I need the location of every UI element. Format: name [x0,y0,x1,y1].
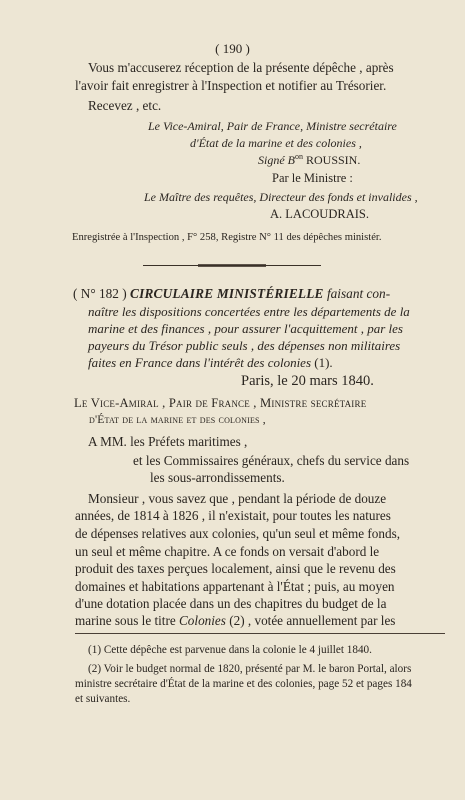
circular-subject [88,356,333,369]
body-line: domaines et habitations appartenant à l'État ; puis, au moyen [75,579,395,594]
circular-heading [73,287,390,300]
signe-sup: on [295,152,303,161]
body-text: marine sous le titre [75,613,180,628]
address-line: A MM. les Préfets maritimes , [88,434,248,449]
body-line: produit des taxes perçues localement, ainsi que le revenu des [75,561,396,576]
body-line: années, de 1814 à 1826 , il n'existait, pour toutes les natures [75,508,391,523]
signatory-name: A. LACOUDRAIS. [270,207,369,221]
footnote: (1) Cette dépêche est parvenue dans la colonie le 4 juillet 1840. [88,644,372,656]
registration-note: Enregistrée à l'Inspection , F° 258, Registre N° 11 des dépêches ministér. [72,232,382,243]
circular-number: ( N° 182 ) [73,286,127,301]
footnote-rule [75,633,445,634]
body-line: un seul et même chapitre. A ce fonds on versait d'abord le [75,544,380,559]
paragraph-line: l'avoir fait enregistrer à l'Inspection et notifier au Trésorier. [75,78,387,93]
footnote: (2) Voir le budget normal de 1820, présenté par M. le baron Portal, alors [88,663,412,675]
body-line: Monsieur , vous savez que , pendant la période de douze [88,491,387,506]
page-number: ( 190 ) [215,41,250,56]
dateline: Paris, le 20 mars 1840. [241,373,374,389]
signe-prefix: Signé B [258,153,295,167]
ornamental-divider [143,264,321,267]
par-le-ministre: Par le Ministre : [272,171,353,185]
circular-title: CIRCULAIRE MINISTÉRIELLE [130,286,324,301]
minister-title: Le Vice-Amiral , Pair de France , Ministre secrétaire [74,396,367,410]
signatory-title: Le Maître des requêtes, Directeur des fonds et invalides , [144,190,418,204]
closing-formula: Recevez , etc. [88,98,162,113]
circular-subject-end: faites en France dans l'intérêt des colonies [88,355,312,370]
body-line [75,614,395,627]
address-line: et les Commissaires généraux, chefs du service dans [133,453,410,468]
signe-name: ROUSSIN. [303,153,361,167]
footnote: ministre secrétaire d'État de la marine et des colonies, page 52 et pages 184 [75,678,412,690]
body-text: (2) , votée annuellement par les [225,613,396,628]
body-line: de dépenses relatives aux colonies, qu'un seul et même fonds, [75,526,401,541]
circular-subject: faisant con- [326,286,391,301]
circular-subject: naître les dispositions concertées entre les départements de la [88,304,410,319]
body-line: d'une dotation placée dans un des chapitres du budget de la [75,596,387,611]
signatory-name [258,153,360,166]
address-line: les sous-arrondissements. [150,470,285,485]
signatory-title: Le Vice-Amiral, Pair de France, Ministre secrétaire [148,119,397,133]
minister-title: d'État de la marine et des colonies , [89,413,266,426]
footnote-ref: (1). [314,355,333,370]
footnote: et suivantes. [75,693,131,705]
signatory-title: d'État de la marine et des colonies , [190,136,362,150]
paragraph-line: Vous m'accuserez réception de la présente dépêche , après [88,60,394,75]
circular-subject: payeurs du Trésor public seuls , des dépenses non militaires [88,338,401,353]
circular-subject: marine et des finances , pour assurer l'acquittement , par les [88,321,403,336]
body-italic: Colonies [179,613,226,628]
